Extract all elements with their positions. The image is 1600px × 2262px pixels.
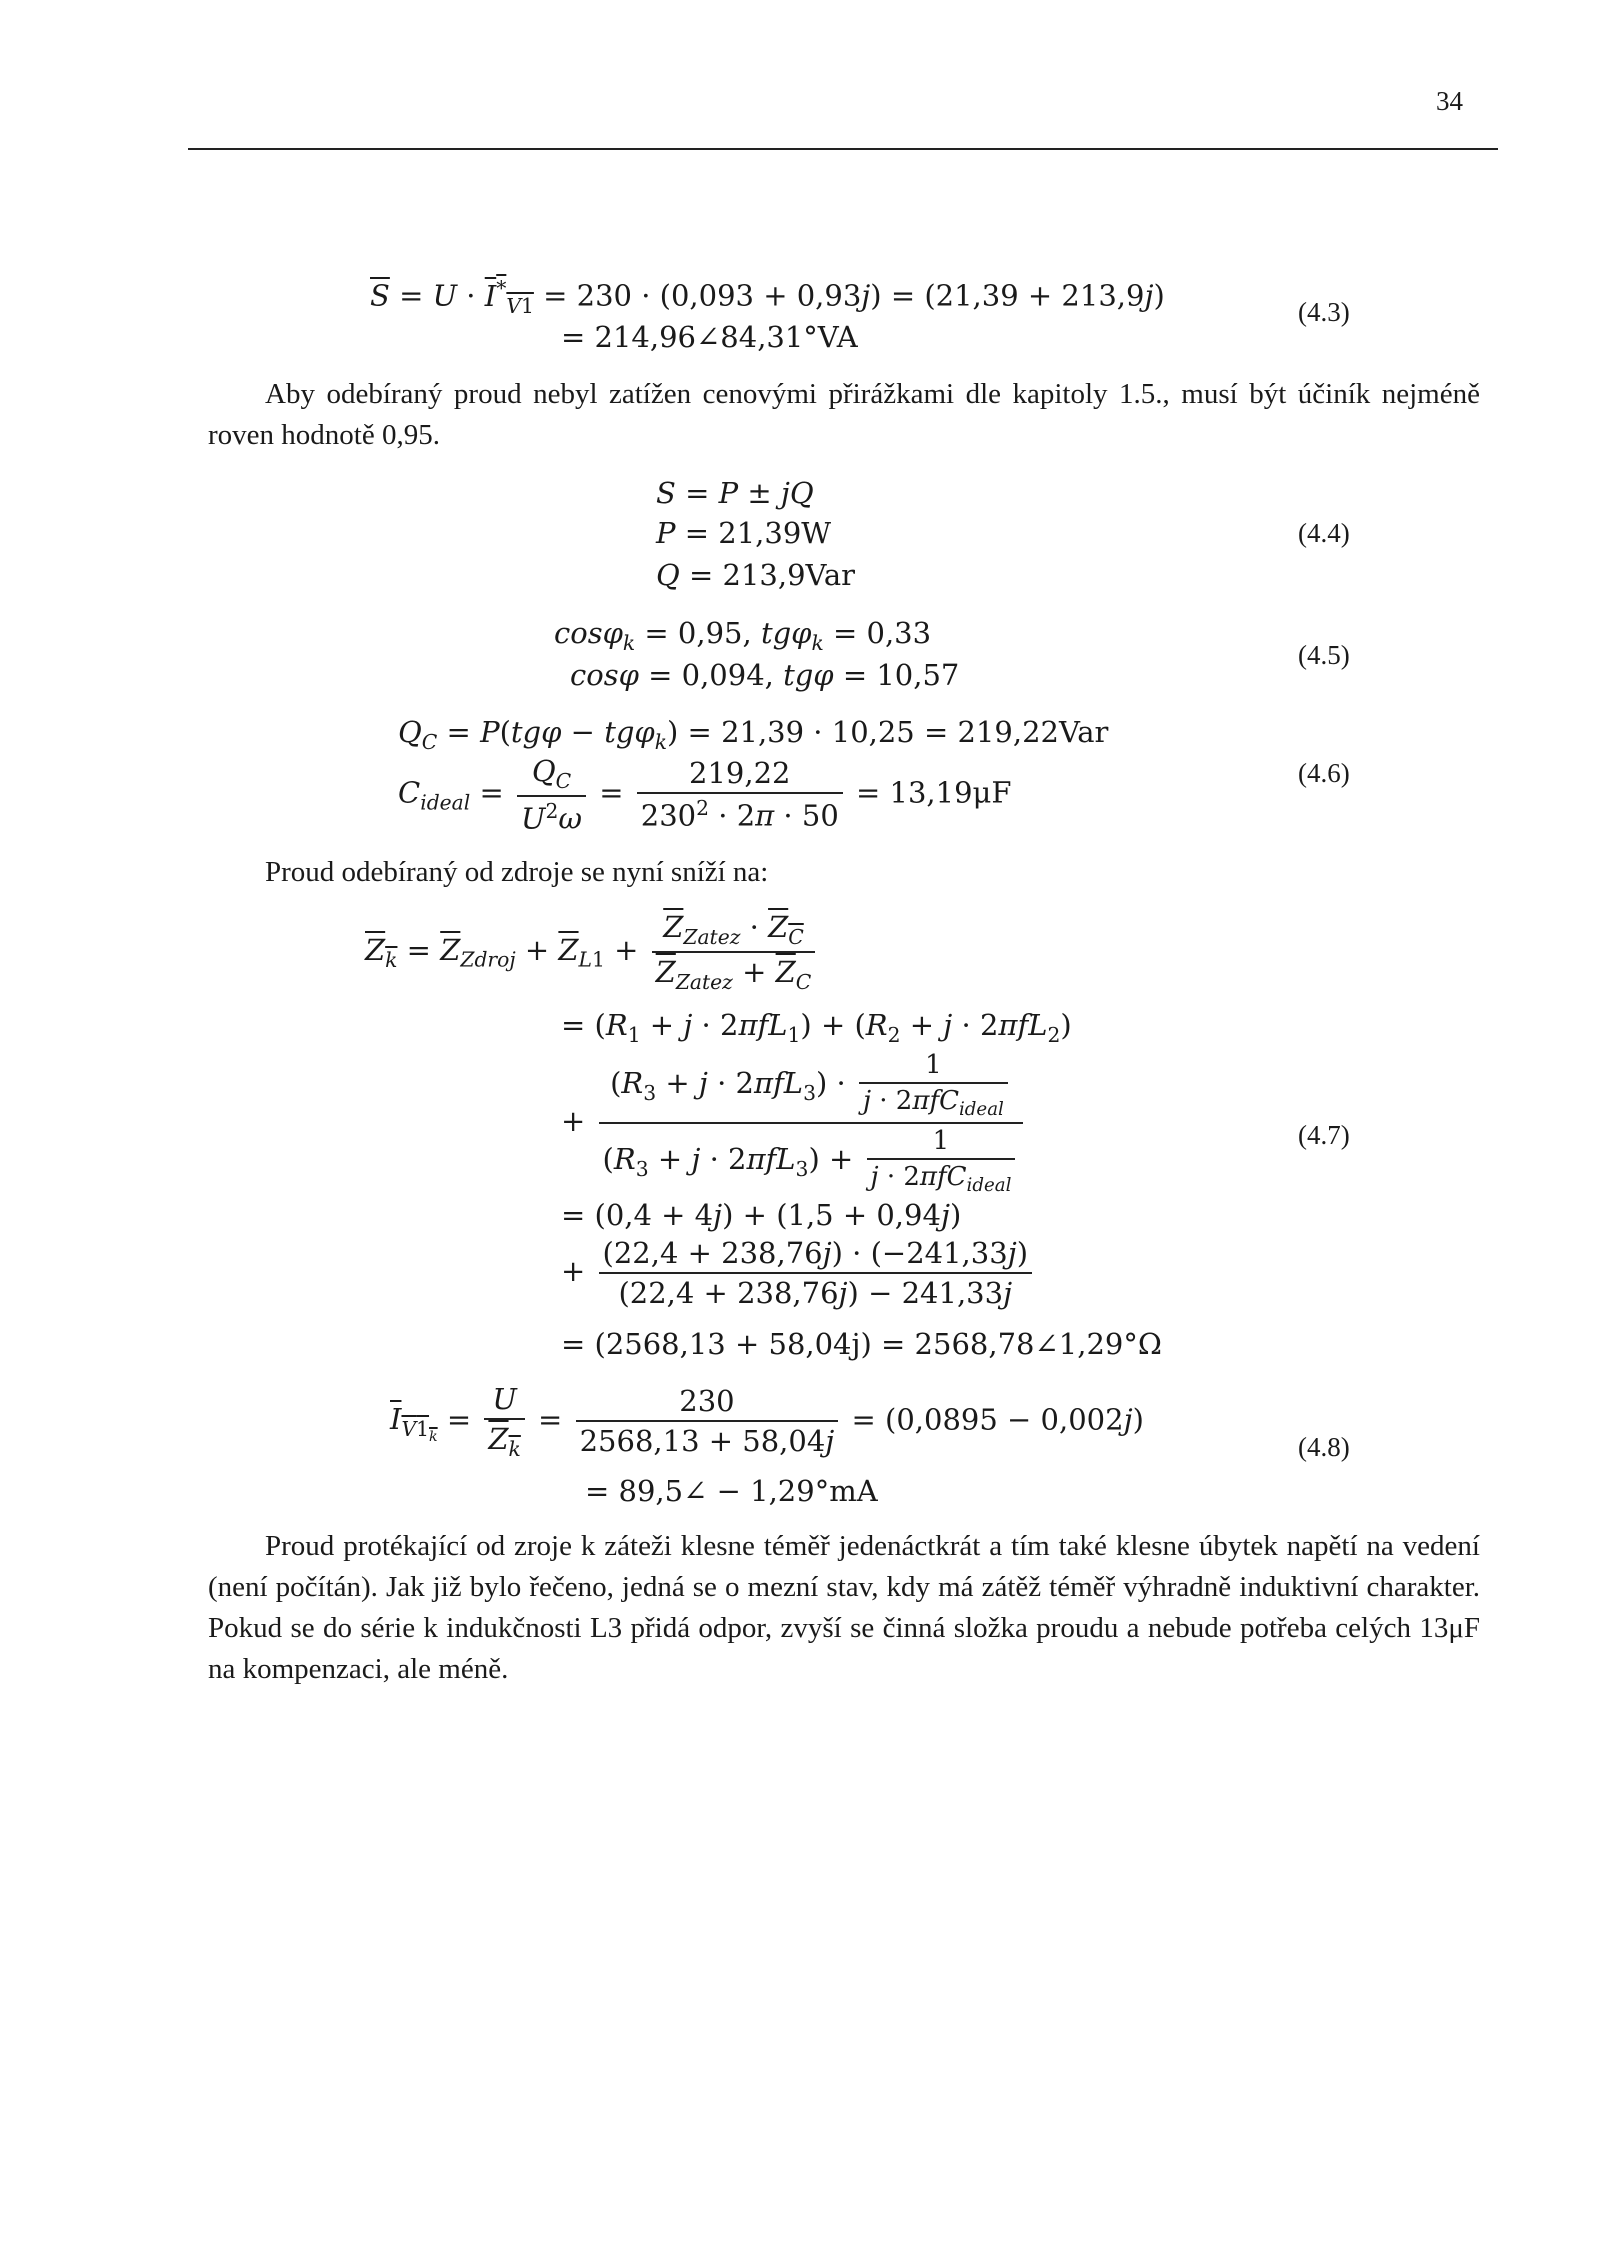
equation-4-7-line3: + $(R_3 + j \cdot 2\pi fL_3)$ · $\frac{1}{j \cdot 2\pi fC_{ideal}}$ $(R_3 + j \cdot 2\pi fL_3)$ + $\frac{1}{j \cdot 2\pi fC_{ideal}}$ [561, 1050, 1027, 1196]
equation-number-4-7: (4.7) [1298, 1120, 1350, 1150]
header-rule [188, 148, 1498, 150]
equation-4-8-line1: $I_{V1_k}$ = $\frac{U}{Z_k}$ = $\frac{230}{2568,13 + 58,04j}$ = (0,0895 − 0,002j) [390, 1382, 1144, 1461]
page-number: 34 [1436, 86, 1463, 116]
paragraph-current-intro: Proud odebíraný od zdroje se nyní sníží na: [265, 856, 769, 888]
equation-4-4-line2: P = 21,39W [656, 516, 832, 550]
paragraph-conclusion: Proud protékající od zroje k záteži klesne téměř jedenáctkrát a tím také klesne úbytek napětí na vedení (není počítán). Jak již bylo řečeno, jedná se o mezní stav, kdy má zátěž téměř výhradně induktivní charakter. Pokud se do série k indukčnosti L3 přidá odpor, zvyší se činná složka proudu a nebude potřeba celých 13μF na kompenzaci, ale méně. [208, 1530, 1480, 1685]
equation-4-7-line4: = (0,4 + 4j) + (1,5 + 0,94j) [561, 1198, 962, 1232]
equation-4-6-line1: $Q_C = P(tg\varphi - tg\varphi_k) = 21,39 \cdot 10,25 = 219,22Var$ [398, 715, 1109, 754]
equation-4-7-line1: $Z_k = \overline{Z}_{Zdroj} + \overline{Z}_{L1}$ + $\frac{\overline{Z}_{Zatez} \cdot Z_C}{\overline{Z}_{Zatez} + \overline{Z}_C}$ [365, 910, 819, 994]
equation-4-3-line1: $\overline{S} = U \cdot I^*_{V1} = 230 \cdot (0,093 + 0,93j) = (21,39 + 213,9j)$ [370, 276, 1165, 318]
equation-4-7-result: = (2568,13 + 58,04j) = 2568,78∠1,29°Ω [561, 1327, 1162, 1361]
equation-number-4-6: (4.6) [1298, 758, 1350, 788]
equation-4-5-line2: cosφ = 0,094, tgφ = 10,57 [570, 658, 960, 692]
equation-number-4-3: (4.3) [1298, 297, 1350, 327]
capacitance-result: = 13,19μF [856, 775, 1012, 810]
equation-4-4-line3: Q = 213,9Var [656, 558, 855, 592]
equation-4-7-line5: + $\frac{(22,4 + 238,76j) \cdot (-241,33j)}{(22,4 + 238,76j) - 241,33j}$ [561, 1236, 1036, 1310]
equation-number-4-5: (4.5) [1298, 640, 1350, 670]
equation-4-7-line2: = $(R_1 + j \cdot 2\pi fL_1) + (R_2 + j \cdot 2\pi fL_2)$ [561, 1008, 1072, 1047]
equation-4-5-line1: cosφ$_k$ = 0,95, tgφ$_k$ = 0,33 [554, 616, 932, 655]
equation-number-4-8: (4.8) [1298, 1432, 1350, 1462]
equation-4-8-line2: = 89,5∠ − 1,29°mA [585, 1474, 878, 1508]
equation-4-6-line2: $C_{ideal}$ = $\frac{Q_C}{U^2\omega}$ = $\frac{219,22}{230^2 \cdot 2\pi \cdot 50}$ = 13,19μF [398, 754, 1012, 836]
equation-number-4-4: (4.4) [1298, 518, 1350, 548]
equation-4-4-line1: S = P ± jQ [656, 476, 814, 510]
equation-4-3-line2: = 214,96∠84,31°VA [561, 320, 858, 354]
paragraph-power-factor: Aby odebíraný proud nebyl zatížen cenovými přirážkami dle kapitoly 1.5., musí být účiník nejméně roven hodnotě 0,95. [208, 378, 1480, 451]
